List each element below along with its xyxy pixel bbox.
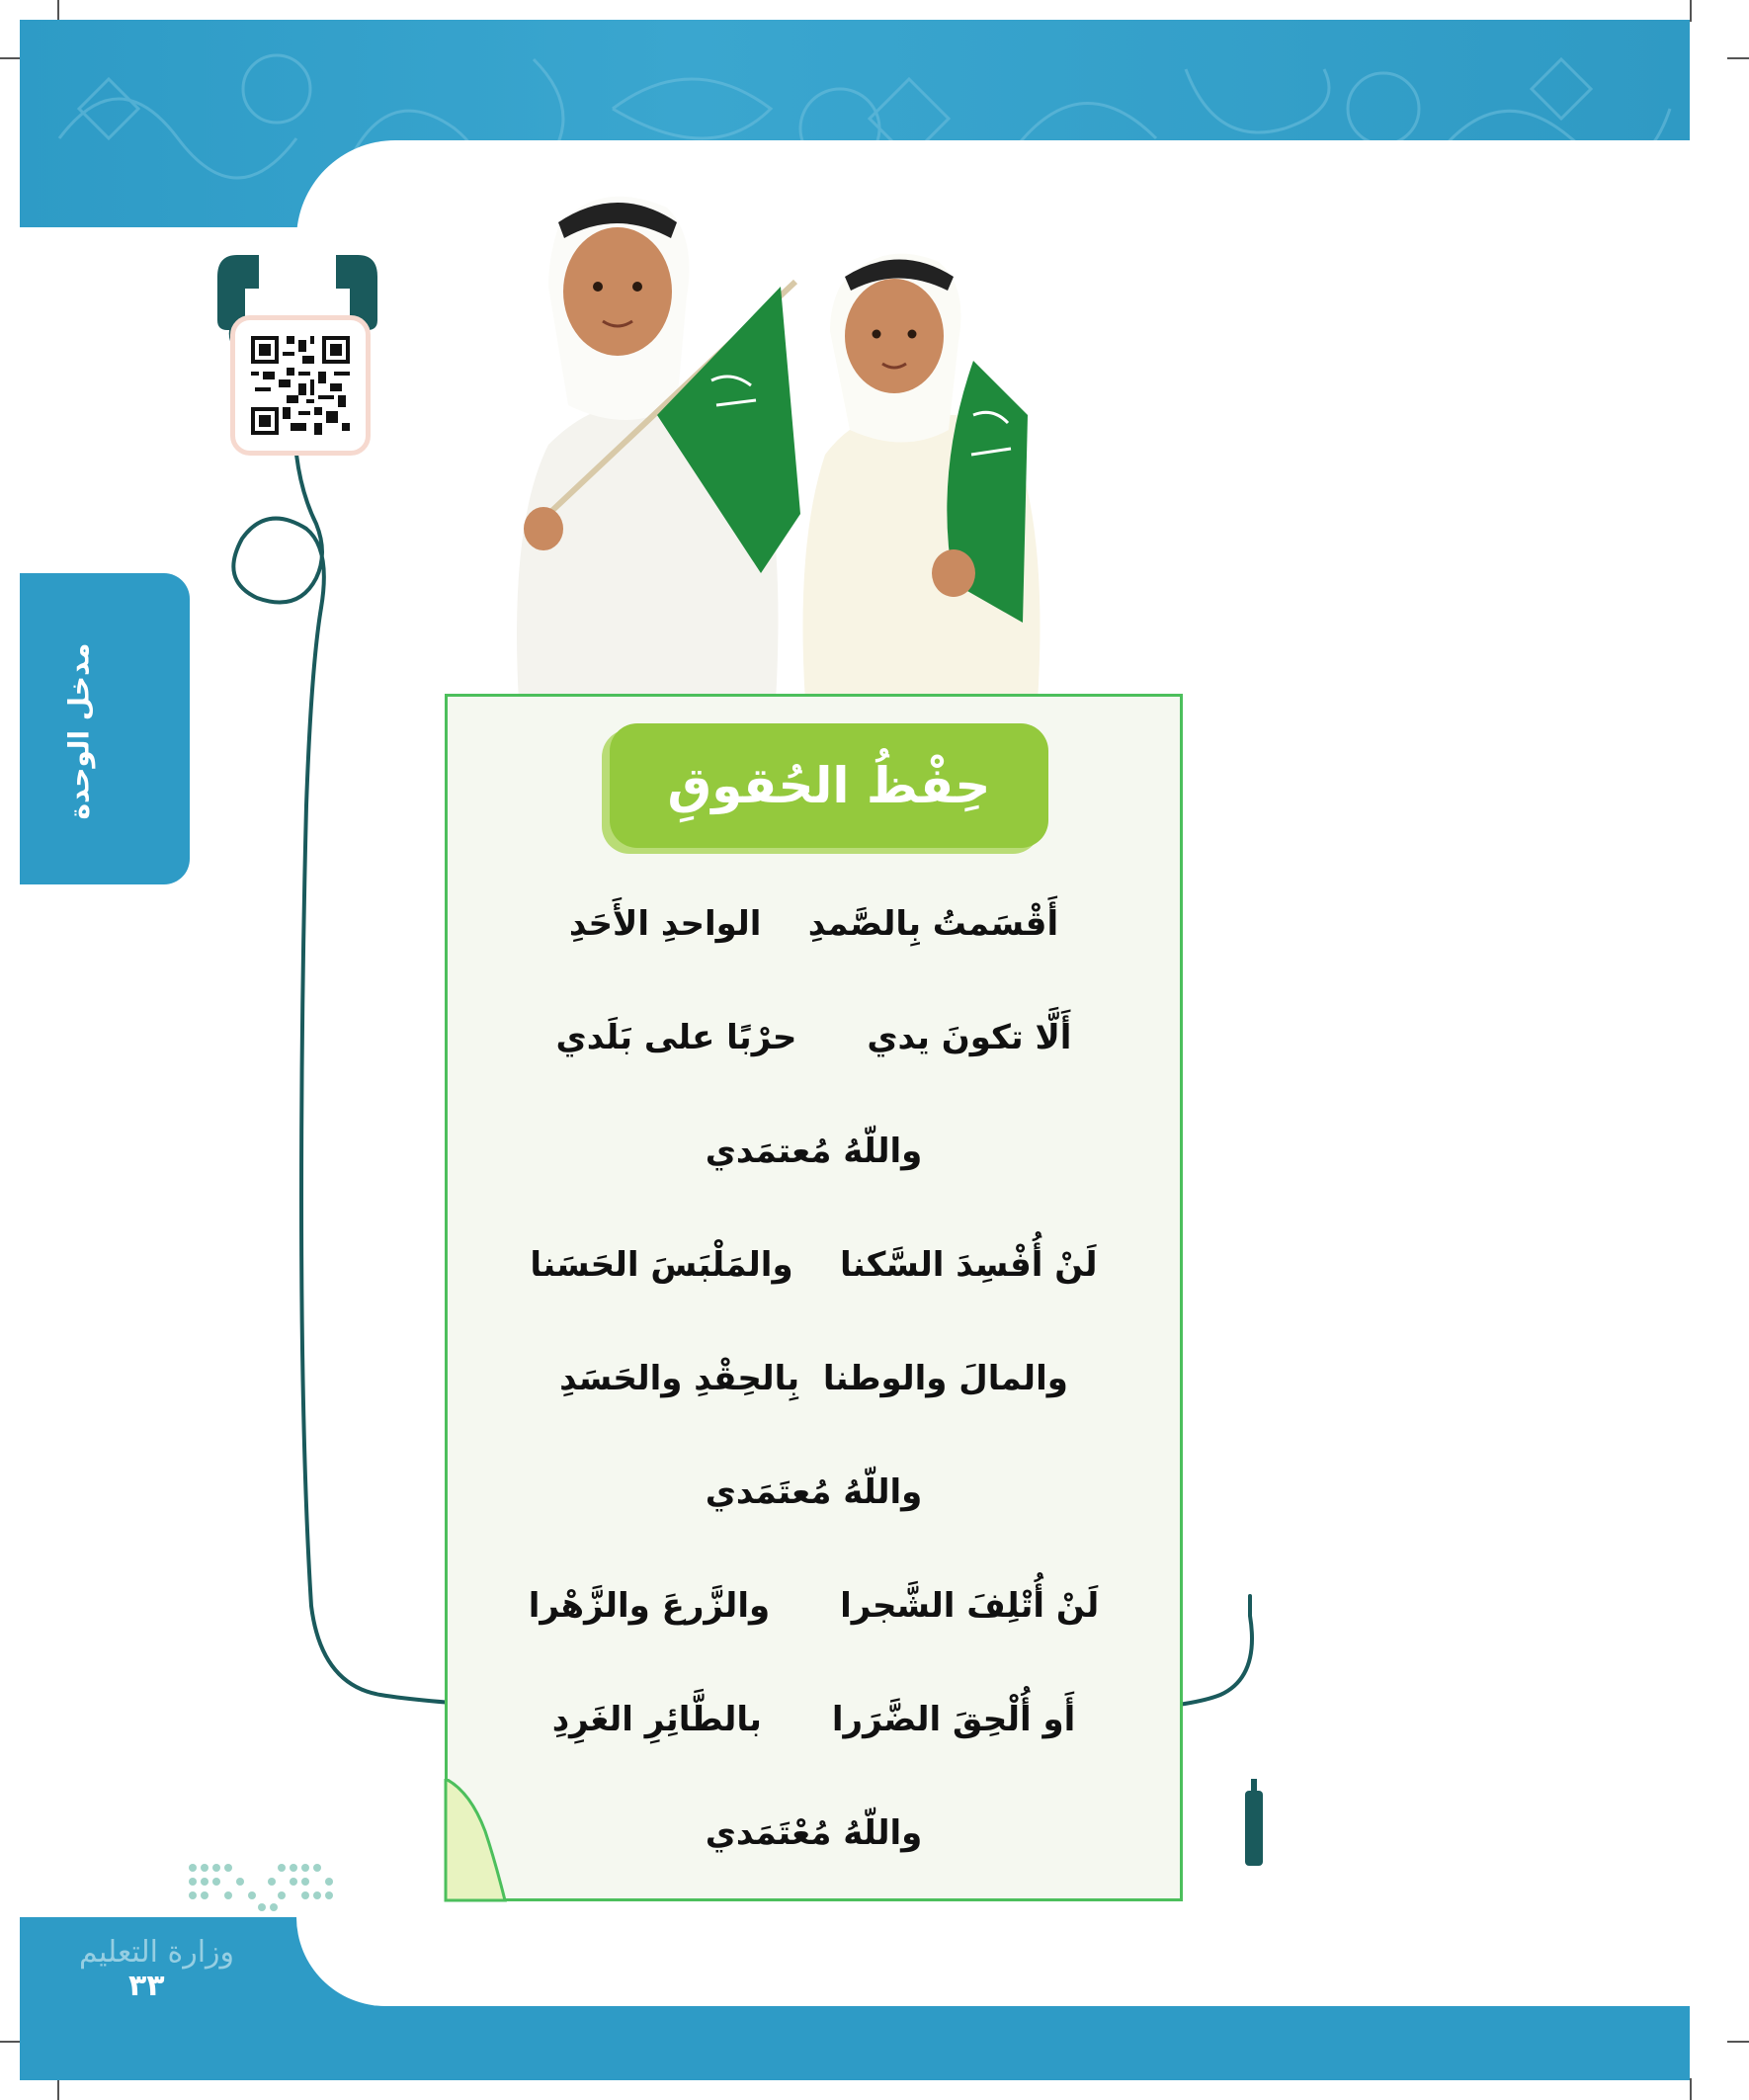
unit-side-tab-label: مدخل الوحدة bbox=[62, 642, 96, 820]
poem-line: أَقْسَمتُ بِالصَّمدِ الواحدِ الأَحَدِ bbox=[568, 904, 1059, 944]
children-with-flags-illustration bbox=[499, 168, 1112, 702]
poem-line: واللّهُ مُعتَمَدي bbox=[705, 1472, 923, 1512]
poem-title: حِفْظُ الحُقوقِ bbox=[667, 757, 991, 814]
ministry-logo-text: وزارة التعليم bbox=[79, 1935, 235, 1970]
poem-line: لَنْ أُتْلِفَ الشَّجرا والزَّرعَ والزَّهْرا bbox=[528, 1586, 1100, 1626]
poem-line: أَلَّا تكونَ يدي حرْبًا على بَلَدي bbox=[555, 1018, 1072, 1057]
poem-line: لَنْ أُفْسِدَ السَّكنا والمَلْبَسَ الحَسَنا bbox=[530, 1245, 1098, 1285]
poem-line: والمالَ والوطنا بِالحِقْدِ والحَسَدِ bbox=[559, 1359, 1068, 1398]
poem-line: واللّهُ مُعتمَدي bbox=[705, 1132, 923, 1171]
qr-code-icon bbox=[251, 336, 350, 435]
poem-line: واللّهُ مُعْتَمَدي bbox=[705, 1813, 923, 1853]
poem-line: أَو أُلْحِقَ الضَّرَرا بالطَّائِرِ الغَرِدِ bbox=[551, 1700, 1076, 1739]
ministry-logo bbox=[183, 1858, 351, 1917]
qr-code[interactable] bbox=[230, 315, 371, 456]
page-number: ٣٣ bbox=[128, 1969, 165, 2003]
